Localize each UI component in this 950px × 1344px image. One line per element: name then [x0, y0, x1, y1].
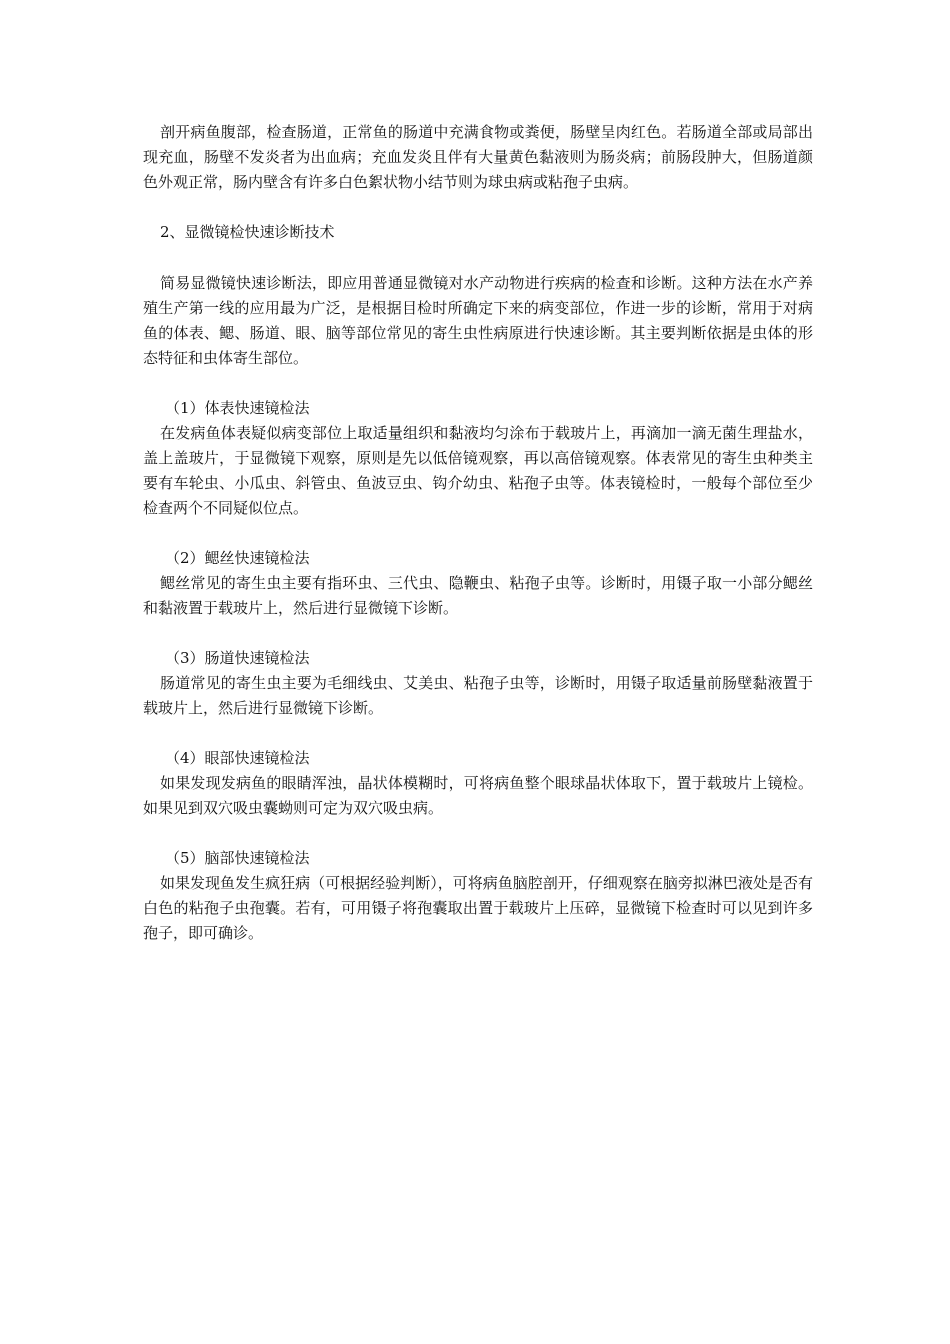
spacer	[143, 195, 813, 220]
subsection-heading: （3）肠道快速镜检法	[165, 649, 310, 667]
document-page	[143, 120, 813, 946]
subsection-brain	[143, 846, 813, 946]
subsection-heading: （1）体表快速镜检法	[165, 399, 310, 417]
subsection-intestine	[143, 646, 813, 721]
subsection-body-surface	[143, 396, 813, 521]
section-2-heading: 2、显微镜检快速诊断技术	[160, 223, 335, 241]
spacer	[143, 821, 813, 846]
spacer	[143, 245, 813, 271]
subsection-heading: （5）脑部快速镜检法	[165, 849, 310, 867]
intro-paragraph: 剖开病鱼腹部，检查肠道，正常鱼的肠道中充满食物或粪便，肠壁呈肉红色。若肠道全部或局部出现充血，肠壁不发炎者为出血病；充血发炎且伴有大量黄色黏液则为肠炎病；前肠段肿大，但肠道颜色外观正常，肠内壁含有许多白色絮状物小结节则为球虫病或粘孢子虫病。	[143, 123, 813, 191]
subsection-body: 肠道常见的寄生虫主要为毛细线虫、艾美虫、粘孢子虫等，诊断时，用镊子取适量前肠壁黏液置于载玻片上，然后进行显微镜下诊断。	[143, 674, 813, 717]
subsection-gill	[143, 546, 813, 621]
spacer	[143, 371, 813, 396]
subsection-body: 鳃丝常见的寄生虫主要有指环虫、三代虫、隐鞭虫、粘孢子虫等。诊断时，用镊子取一小部分鳃丝和黏液置于载玻片上，然后进行显微镜下诊断。	[143, 574, 813, 617]
spacer	[143, 621, 813, 646]
section-2-paragraph: 简易显微镜快速诊断法，即应用普通显微镜对水产动物进行疾病的检查和诊断。这种方法在水产养殖生产第一线的应用最为广泛，是根据目检时所确定下来的病变部位，作进一步的诊断，常用于对病鱼的体表、鳃、肠道、眼、脑等部位常见的寄生虫性病原进行快速诊断。其主要判断依据是虫体的形态特征和虫体寄生部位。	[143, 274, 813, 367]
spacer	[143, 521, 813, 546]
subsection-eye	[143, 746, 813, 821]
subsection-body: 在发病鱼体表疑似病变部位上取适量组织和黏液均匀涂布于载玻片上，再滴加一滴无菌生理盐水，盖上盖玻片，于显微镜下观察，原则是先以低倍镜观察，再以高倍镜观察。体表常见的寄生虫种类主要有车轮虫、小瓜虫、斜管虫、鱼波豆虫、钩介幼虫、粘孢子虫等。体表镜检时，一般每个部位至少检查两个不同疑似位点。	[143, 424, 813, 517]
spacer	[143, 721, 813, 746]
subsection-body: 如果发现鱼发生疯狂病（可根据经验判断），可将病鱼脑腔剖开，仔细观察在脑旁拟淋巴液处是否有白色的粘孢子虫孢囊。若有，可用镊子将孢囊取出置于载玻片上压碎，显微镜下检查时可以见到许多孢子，即可确诊。	[143, 874, 813, 942]
subsection-heading: （2）鳃丝快速镜检法	[165, 549, 310, 567]
subsection-body: 如果发现发病鱼的眼睛浑浊，晶状体模糊时，可将病鱼整个眼球晶状体取下，置于载玻片上镜检。如果见到双穴吸虫囊蚴则可定为双穴吸虫病。	[143, 774, 813, 817]
subsection-heading: （4）眼部快速镜检法	[165, 749, 310, 767]
